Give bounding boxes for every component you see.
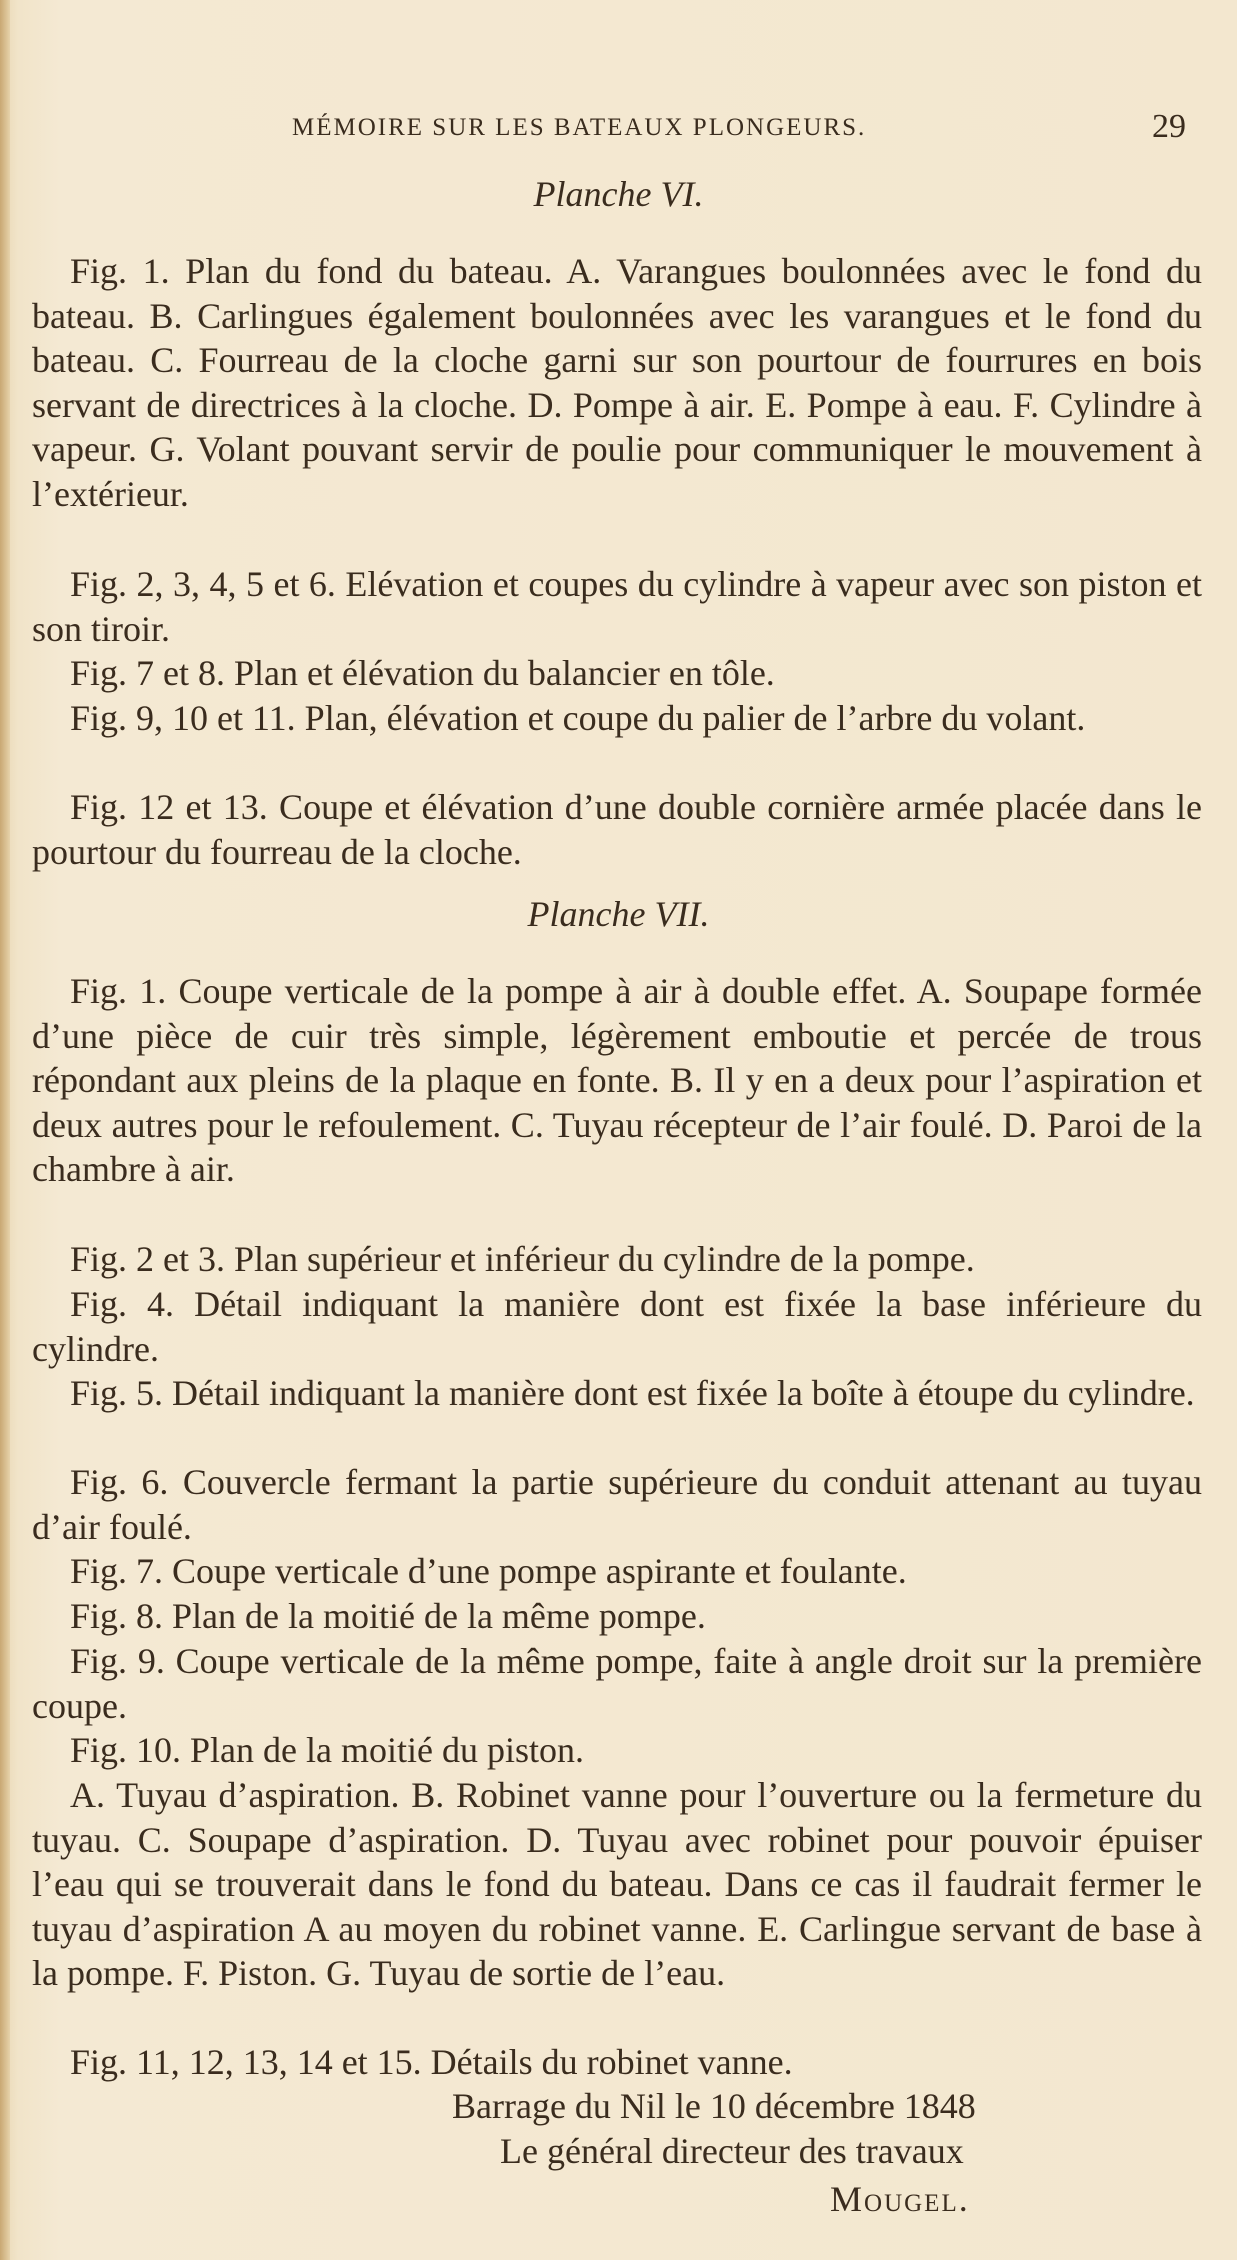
plate-vii-fig-5: Fig. 5. Détail indiquant la manière dont est fixée la boîte à étoupe du cylindre. (70, 1373, 1195, 1413)
plate-vii-fig-7: Fig. 7. Coupe verticale d’une pompe aspirante et foulante. (70, 1551, 907, 1591)
signature-title: Le général directeur des travaux (500, 2131, 964, 2171)
plate-vii-title: Planche VII. (527, 894, 710, 934)
plate-vi-fig-1: Fig. 1. Plan du fond du bateau. A. Varangues boulonnées avec le fond du bateau. B. Carlingues également boulonnées avec les varangues et le fond du bateau. C. Fourreau de la cloche garni sur son pourtour de fourrures en bois servant de directrices à la cloche. D. Pompe à air. E. Pompe à eau. F. Cylindre à vapeur. G. Volant pouvant servir de poulie pour communiquer le mouvement à l’extérieur. (32, 251, 1202, 514)
plate-vii-fig-4: Fig. 4. Détail indiquant la manière dont est fixée la base inférieure du cylindre. (32, 1284, 1202, 1369)
plate-vii-fig-11-15: Fig. 11, 12, 13, 14 et 15. Détails du robinet vanne. (70, 2042, 793, 2082)
running-head: MÉMOIRE SUR LES BATEAUX PLONGEURS. (292, 114, 867, 141)
plate-vii-legend: A. Tuyau d’aspiration. B. Robinet vanne pour l’ouverture ou la fermeture du tuyau. C. Soupape d’aspiration. D. Tuyau avec robinet pour pouvoir épuiser l’eau qui se trouverait dans le fond du bateau. Dans ce cas il faudrait fermer le tuyau d’aspiration A au moyen du robinet vanne. E. Carlingue servant de base à la pompe. F. Piston. G. Tuyau de sortie de l’eau. (32, 1775, 1202, 1994)
plate-vi-title: Planche VI. (533, 174, 704, 214)
plate-vii-fig-9: Fig. 9. Coupe verticale de la même pompe, faite à angle droit sur la première coupe. (32, 1641, 1202, 1726)
plate-vii-fig-2-3: Fig. 2 et 3. Plan supérieur et inférieur du cylindre de la pompe. (70, 1239, 975, 1279)
page-number: 29 (1152, 108, 1186, 145)
plate-vii-fig-8: Fig. 8. Plan de la moitié de la même pompe. (70, 1596, 706, 1636)
plate-vi-fig-9-11: Fig. 9, 10 et 11. Plan, élévation et coupe du palier de l’arbre du volant. (70, 698, 1086, 738)
plate-vii-fig-10: Fig. 10. Plan de la moitié du piston. (70, 1730, 584, 1770)
signature-place-date: Barrage du Nil le 10 décembre 1848 (452, 2086, 976, 2126)
plate-vii-fig-6: Fig. 6. Couvercle fermant la partie supérieure du conduit attenant au tuyau d’air foulé. (32, 1462, 1202, 1547)
plate-vii-fig-1: Fig. 1. Coupe verticale de la pompe à air à double effet. A. Soupape formée d’une pièce de cuir très simple, légèrement emboutie et percée de trous répondant aux pleins de la plaque en fonte. B. Il y en a deux pour l’aspiration et deux autres pour le refoulement. C. Tuyau récepteur de l’air foulé. D. Paroi de la chambre à air. (32, 971, 1202, 1190)
plate-vi-fig-12-13: Fig. 12 et 13. Coupe et élévation d’une double cornière armée placée dans le pourtour du fourreau de la cloche. (32, 787, 1202, 872)
plate-vi-fig-2-6: Fig. 2, 3, 4, 5 et 6. Elévation et coupes du cylindre à vapeur avec son piston et son tiroir. (32, 564, 1202, 649)
plate-vi-fig-7-8: Fig. 7 et 8. Plan et élévation du balancier en tôle. (70, 653, 775, 693)
page-header (0, 108, 1237, 148)
page-spine-shadow (0, 0, 10, 2260)
signature-name: Mougel. (830, 2179, 970, 2219)
